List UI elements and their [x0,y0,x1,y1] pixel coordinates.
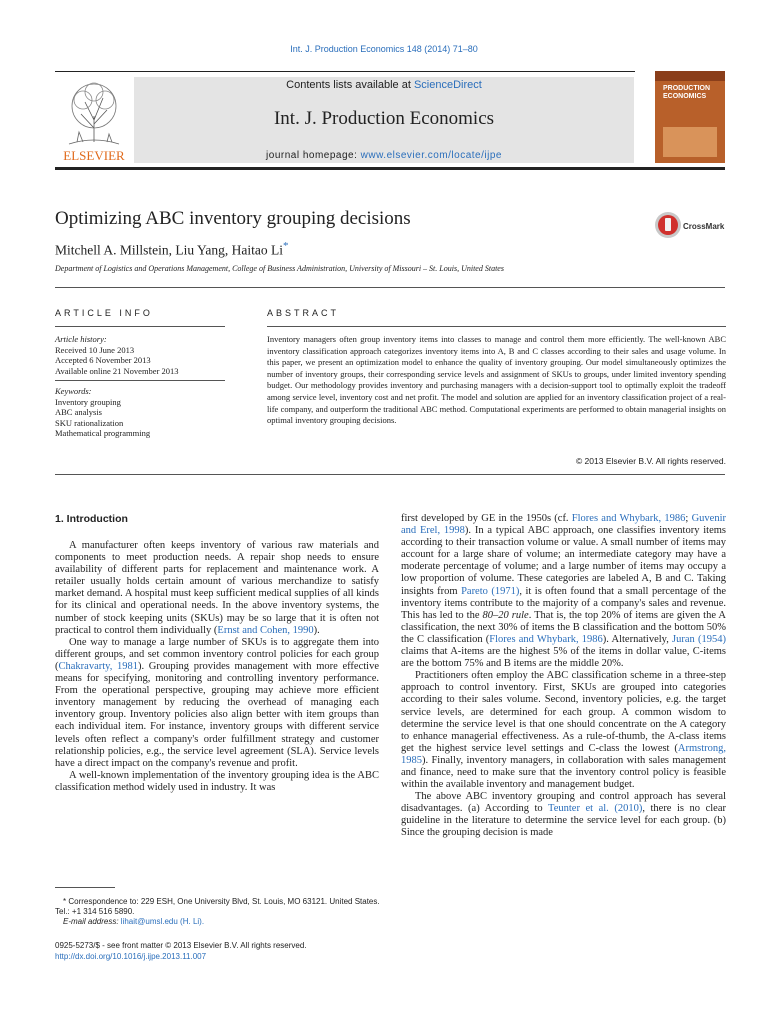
header-top-rule [55,71,635,72]
issn-block [55,940,307,962]
keyword-item: ABC analysis [55,407,102,417]
sciencedirect-link[interactable]: ScienceDirect [413,79,482,91]
footnote-rule [55,887,115,888]
abstract-bottom-rule [55,474,725,475]
paragraph: first developed by GE in the 1950s (cf. Flores and Whybark, 1986; Guvenir and Erel, 1998). In a typical ABC approach, one classifies inventory items according to their transaction volume or value. A small number of items may account for a large share of volume; an intermediate category may have a moderate percentage of volume; and a large number of items may occupy a low proportion of volume. These categories are labeled A, B and C. Taking insights from Pareto (1971), it is often found that a small percentage of the inventory items contribute to the majority of a company's sales and revenue. This has led to the 80–20 rule. That is, the top 20% of items are given the A classification, the next 30% of items the B classification and the bottom 50% the C classification (Flores and Whybark, 1986). Alternatively, Juran (1954) claims that A-items are the highest 5% of the items in dollar value, C-items are the bottom 75% and B items are the middle 20%. [401,513,726,670]
contents-prefix: Contents lists available at [286,79,414,91]
ref-armstrong[interactable]: Armstrong, 1985 [401,742,726,766]
journal-title: Int. J. Production Economics [273,108,495,129]
ref-teunter[interactable]: Teunter et al. (2010) [548,803,643,815]
header-bottom-rule [55,167,725,170]
elsevier-logo [55,76,133,164]
cover-title: PRODUCTION ECONOMICS [663,85,711,100]
ref-flores-whybark[interactable]: Flores and Whybark, 1986 [489,633,603,645]
abstract-copyright: © 2013 Elsevier B.V. All rights reserved. [575,456,726,466]
paragraph: The above ABC inventory grouping and control approach has several disadvantages. (a) According to Teunter et al. (2010), there is no clear guideline in the literature to determine the service level for each group. (b) Since the grouping decision is made [401,791,726,839]
journal-homepage [134,150,634,161]
abstract-heading: ABSTRACT [267,308,340,318]
article-history [55,334,225,439]
body-column-left [55,540,379,794]
contents-line [134,79,634,91]
journal-cover-image [655,71,725,163]
history-accepted: Accepted 6 November 2013 [55,355,151,365]
correspondence-text: * Correspondence to: 229 ESH, One University Blvd, St. Louis, MO 63121. United States. Tel.: +1 314 516 5890. [55,897,380,916]
corresponding-author-mark[interactable]: * [283,240,289,252]
paragraph: One way to manage a large number of SKUs is to aggregate them into different groups, and set common inventory control policies for each group (Chakravarty, 1981). Grouping provides management with more effective means for specifying, monitoring and controlling inventory performance. From the operational perspective, grouping may achieve more efficient inventory management by reducing the overhead of managing each inventory group. Inventory policies also align better with item groups than each individual item. For instance, inventory groups with different service levels often reflect a company's order fulfillment strategy and customer relationship policies, e.g., the service level agreement (SLA). Service levels have a direct impact on the company's revenue and profit. [55,636,379,769]
doi-link[interactable]: http://dx.doi.org/10.1016/j.ijpe.2013.11.007 [55,952,207,961]
history-received: Received 10 June 2013 [55,344,135,355]
title-divider [55,287,725,288]
ref-flores-whybark[interactable]: Flores and Whybark, 1986 [571,513,686,524]
keyword-item: SKU rationalization [55,417,124,428]
paragraph: A well-known implementation of the inventory grouping idea is the ABC classification method widely used in industry. It was [55,769,379,793]
ref-pareto[interactable]: Pareto (1971) [461,585,520,597]
article-title: Optimizing ABC inventory grouping decisions [55,208,411,229]
affiliation: Department of Logistics and Operations Management, College of Business Administration, University of Missouri – St. Louis, United States [55,264,504,273]
history-label: Article history: [55,334,107,344]
issn-text: 0925-5273/$ - see front matter © 2013 Elsevier B.V. All rights reserved. [55,941,307,950]
crossmark-badge[interactable] [654,210,726,240]
authors-text: Mitchell A. Millstein, Liu Yang, Haitao Li [55,242,283,258]
keyword-item: Mathematical programming [55,428,151,438]
ref-juran[interactable]: Juran (1954) [672,633,726,645]
email-label: E-mail address: [63,917,121,926]
history-rule [55,380,225,381]
article-info-heading: ARTICLE INFO [55,308,153,318]
homepage-link[interactable]: www.elsevier.com/locate/ijpe [360,150,502,161]
keywords-label: Keywords: [55,386,92,396]
paragraph: A manufacturer often keeps inventory of various raw materials and components to meet production needs. A repair shop needs to ensure availability of different parts for replacement and maintenance work. A retailer usually holds certain amount of various merchandize to satisfy market demand. A hospital must keep sufficient medical supplies of all kinds for its clinical and operational needs. In the above inventory systems, the number of stock keeping units (SKUs) may be so large that it is often not practical to control them individually (Ernst and Cohen, 1990). [55,540,379,636]
keyword-item: Inventory grouping [55,396,121,407]
abstract-rule [267,326,726,327]
ref-ernst-cohen[interactable]: Ernst and Cohen, 1990 [217,624,314,636]
article-info-rule [55,326,225,327]
homepage-prefix: journal homepage: [266,150,361,161]
author-list [55,240,289,259]
crossmark-label: CrossMark [683,222,725,231]
paragraph: Practitioners often employ the ABC classification scheme in a three-step approach to control inventory. First, SKUs are grouped into categories according to their sales volume. Second, inventory policies, e.g. the target service levels, are determined for each group. A common wisdom to determine the service level is that one should concentrate on the A category to enhance managerial effectiveness. As a rule-of-thumb, the A-class items get the highest service level settings and C-class the lowest (Armstrong, 1985). Finally, inventory managers, in collaboration with sales management and finance, need to make sure that the inventory control policy is feasible within the available inventory and management budget. [401,670,726,791]
correspondence-footnote [55,897,381,927]
ref-chakravarty[interactable]: Chakravarty, 1981 [58,660,139,672]
email-link[interactable]: lihait@umsl.edu (H. Li). [120,917,205,926]
body-column-right [401,513,726,840]
ref-guvenir-erel[interactable]: Guvenir and Erel, 1998 [401,513,726,537]
abstract-text: Inventory managers often group inventory items into classes to manage and control them more efficiently. The well-known ABC inventory classification approach categorizes inventory items into A, B and C classes according to their sales and usage volume. In this paper, we present an optimization model to enhance the quality of inventory grouping. Our model simultaneously optimizes the number of inventory groups, their corresponding service levels and assignment of SKUs to groups, under limited inventory spending budget. Our methodology provides inventory and purchasing managers with a decision-support tool to optimally exploit the tradeoff among service level, inventory cost and net profit. The model and solution are applied for an inventory classification project of a real-life company, and outperform the traditional ABC method. Computational experiments are performed to obtain managerial insights on optimal inventory grouping decisions. [267,334,726,426]
section-heading-introduction: 1. Introduction [55,513,128,525]
journal-citation[interactable]: Int. J. Production Economics 148 (2014) 71–80 [290,44,478,54]
history-online: Available online 21 November 2013 [55,365,179,376]
elsevier-wordmark: ELSEVIER [63,148,125,163]
